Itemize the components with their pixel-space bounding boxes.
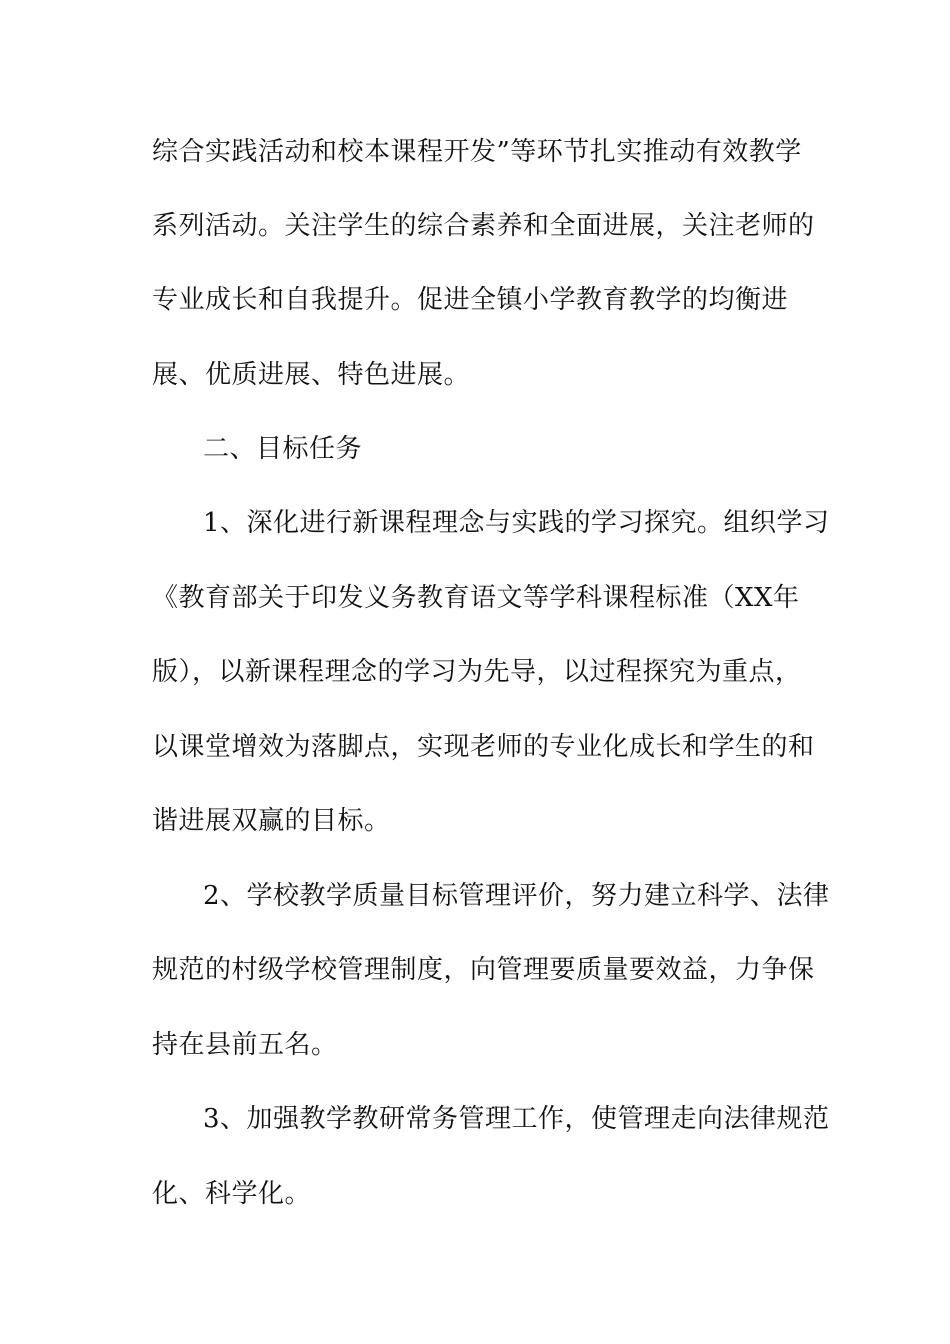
paragraph-line: 3、加强教学教研常务管理工作，使管理走向法律规范 <box>203 1104 830 1134</box>
section-heading: 二、目标任务 <box>203 434 363 464</box>
paragraph-line: 系列活动。关注学生的综合素养和全面进展，关注老师的 <box>152 211 815 241</box>
paragraph-line: 版），以新课程理念的学习为先导，以过程探究为重点， <box>152 657 802 687</box>
paragraph-line: 谐进展双赢的目标。 <box>152 806 391 836</box>
paragraph-line: 展、优质进展、特色进展。 <box>152 360 471 390</box>
paragraph-line: 专业成长和自我提升。促进全镇小学教育教学的均衡进 <box>152 285 789 315</box>
paragraph-line: 《教育部关于印发义务教育语文等学科课程标准（XX年 <box>152 583 800 613</box>
paragraph-line: 化、科学化。 <box>152 1179 312 1209</box>
paragraph-line: 规范的村级学校管理制度，向管理要质量要效益，力争保 <box>152 955 815 985</box>
paragraph-line: 1、深化进行新课程理念与实践的学习探究。组织学习 <box>203 508 830 538</box>
paragraph-line: 综合实践活动和校本课程开发”等环节扎实推动有效教学 <box>152 137 802 167</box>
paragraph-line: 2、学校教学质量目标管理评价，努力建立科学、法律 <box>203 881 830 911</box>
paragraph-line: 以课堂增效为落脚点，实现老师的专业化成长和学生的和 <box>152 732 815 762</box>
paragraph-line: 持在县前五名。 <box>152 1030 338 1060</box>
